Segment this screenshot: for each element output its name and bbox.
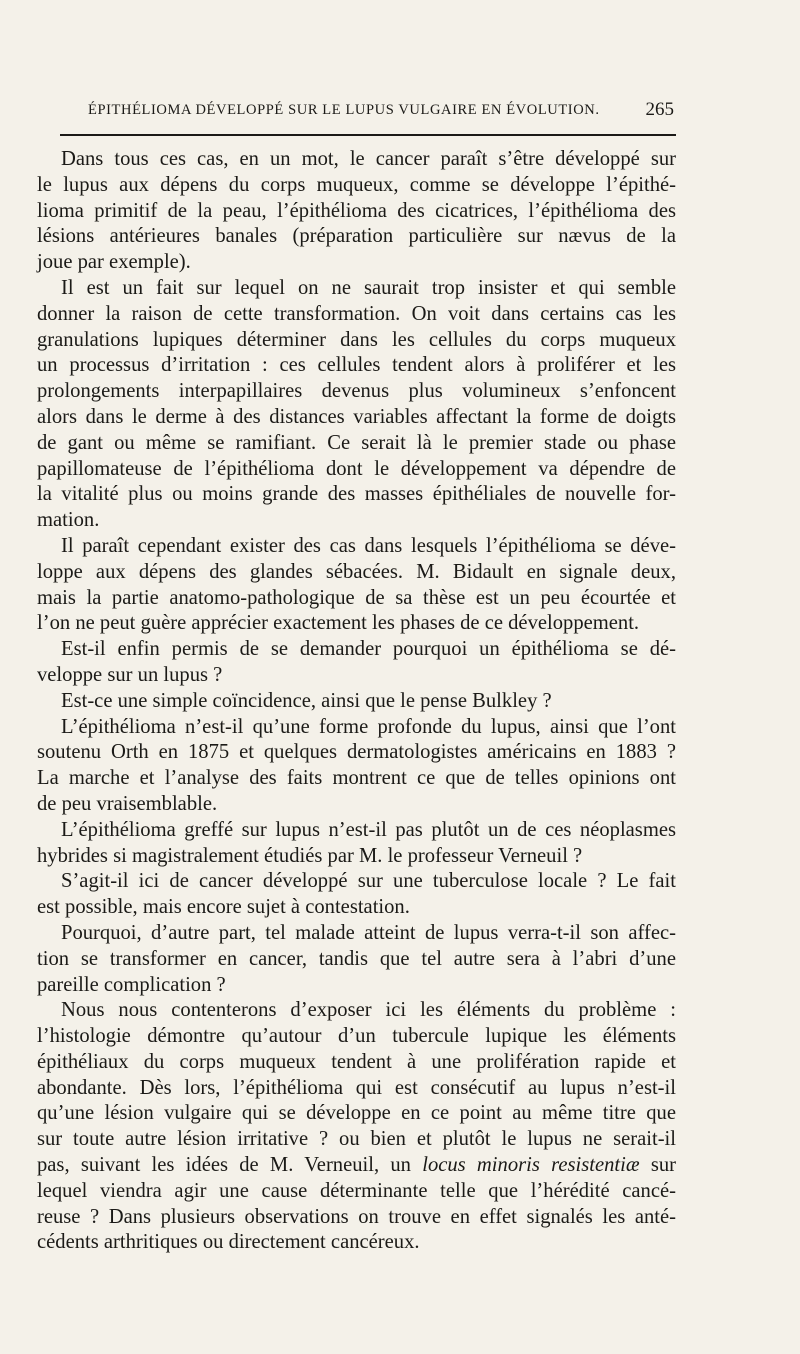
text-line: Est-il enfin permis de se demander pourquoi un épithélioma se dé- (61, 638, 676, 661)
text-line: joue par exemple). (37, 251, 191, 274)
text-line: abondante. Dès lors, l’épithélioma qui est consécutif au lupus n’est-il (37, 1076, 676, 1099)
italic-phrase: locus minoris resistentiæ (422, 1154, 640, 1177)
text-line: lequel viendra agir une cause déterminante telle que l’hérédité cancé- (37, 1179, 676, 1202)
text-line: la vitalité plus ou moins grande des masses épithéliales de nouvelle for- (37, 483, 676, 506)
text-line: lioma primitif de la peau, l’épithélioma des cicatrices, l’épithélioma des (37, 199, 676, 222)
text-line: Est-ce une simple coïncidence, ainsi que le pense Bulkley ? (61, 689, 552, 712)
page-number: 265 (645, 99, 674, 120)
text-line: reuse ? Dans plusieurs observations on trouve en effet signalés les anté- (37, 1205, 676, 1228)
text-line: loppe aux dépens des glandes sébacées. M. Bidault en signale deux, (37, 560, 676, 583)
text-line: lésions antérieures banales (préparation particulière sur nævus de la (37, 225, 676, 248)
text-line: Il est un fait sur lequel on ne saurait trop insister et qui semble (61, 276, 676, 299)
text-line: alors dans le derme à des distances variables affectant la forme de doigts (37, 405, 676, 428)
text-line: l’histologie démontre qu’autour d’un tubercule lupique les éléments (37, 1025, 676, 1048)
text-line: Dans tous ces cas, en un mot, le cancer paraît s’être développé sur (61, 148, 676, 170)
running-title: ÉPITHÉLIOMA DÉVELOPPÉ SUR LE LUPUS VULGAIRE EN ÉVOLUTION. (88, 102, 600, 118)
running-header (88, 100, 674, 124)
text-line: mais la partie anatomo-pathologique de sa thèse est un peu écourtée et (37, 586, 676, 609)
text-line: S’agit-il ici de cancer développé sur une tuberculose locale ? Le fait (61, 870, 676, 893)
text-line: granulations lupiques déterminer dans les cellules du corps muqueux (37, 328, 676, 351)
text-line: veloppe sur un lupus ? (37, 663, 223, 686)
text-line: pareille complication ? (37, 973, 226, 996)
text-line: hybrides si magistralement étudiés par M. le professeur Verneuil ? (37, 844, 583, 867)
text-line: prolongements interpapillaires devenus plus volumineux s’enfoncent (37, 380, 676, 403)
text-line: un processus d’irritation : ces cellules tendent alors à proliférer et les (37, 354, 676, 377)
text-line: soutenu Orth en 1875 et quelques dermatologistes américains en 1883 ? (37, 741, 676, 764)
text-line: qu’une lésion vulgaire qui se développe en ce point au même titre que (37, 1102, 676, 1125)
text-segment: sur (650, 1154, 676, 1177)
text-line: épithéliaux du corps muqueux tendent à une prolifération rapide et (37, 1050, 676, 1073)
text-line-with-italic (37, 1153, 676, 1179)
text-line: mation. (37, 509, 100, 532)
text-line: tion se transformer en cancer, tandis que tel autre sera à l’abri d’une (37, 947, 676, 970)
text-line: cédents arthritiques ou directement cancéreux. (37, 1231, 420, 1254)
text-line: La marche et l’analyse des faits montrent ce que de telles opinions ont (37, 767, 676, 790)
text-line: papillomateuse de l’épithélioma dont le développement va dépendre de (37, 457, 676, 480)
text-line: L’épithélioma greffé sur lupus n’est-il pas plutôt un de ces néoplasmes (61, 818, 676, 841)
text-line: le lupus aux dépens du corps muqueux, comme se développe l’épithé- (37, 173, 676, 196)
text-line: L’épithélioma n’est-il qu’une forme profonde du lupus, ainsi que l’ont (61, 715, 676, 738)
text-line: Il paraît cependant exister des cas dans lesquels l’épithélioma se déve- (61, 534, 676, 557)
text-line: l’on ne peut guère apprécier exactement les phases de ce développement. (37, 612, 640, 635)
body-text (37, 147, 676, 1256)
header-rule (60, 134, 676, 136)
text-line: est possible, mais encore sujet à contestation. (37, 896, 410, 919)
text-line: donner la raison de cette transformation. On voit dans certains cas les (37, 302, 676, 325)
text-line: sur toute autre lésion irritative ? ou bien et plutôt le lupus ne serait-il (37, 1128, 676, 1151)
text-segment: pas, suivant les idées de M. Verneuil, un (37, 1154, 411, 1177)
text-line: de gant ou même se ramifiant. Ce serait là le premier stade ou phase (37, 431, 676, 454)
text-line: Pourquoi, d’autre part, tel malade atteint de lupus verra-t-il son affec- (61, 921, 676, 944)
text-line: Nous nous contenterons d’exposer ici les éléments du problème : (61, 999, 676, 1022)
text-line: de peu vraisemblable. (37, 792, 218, 815)
